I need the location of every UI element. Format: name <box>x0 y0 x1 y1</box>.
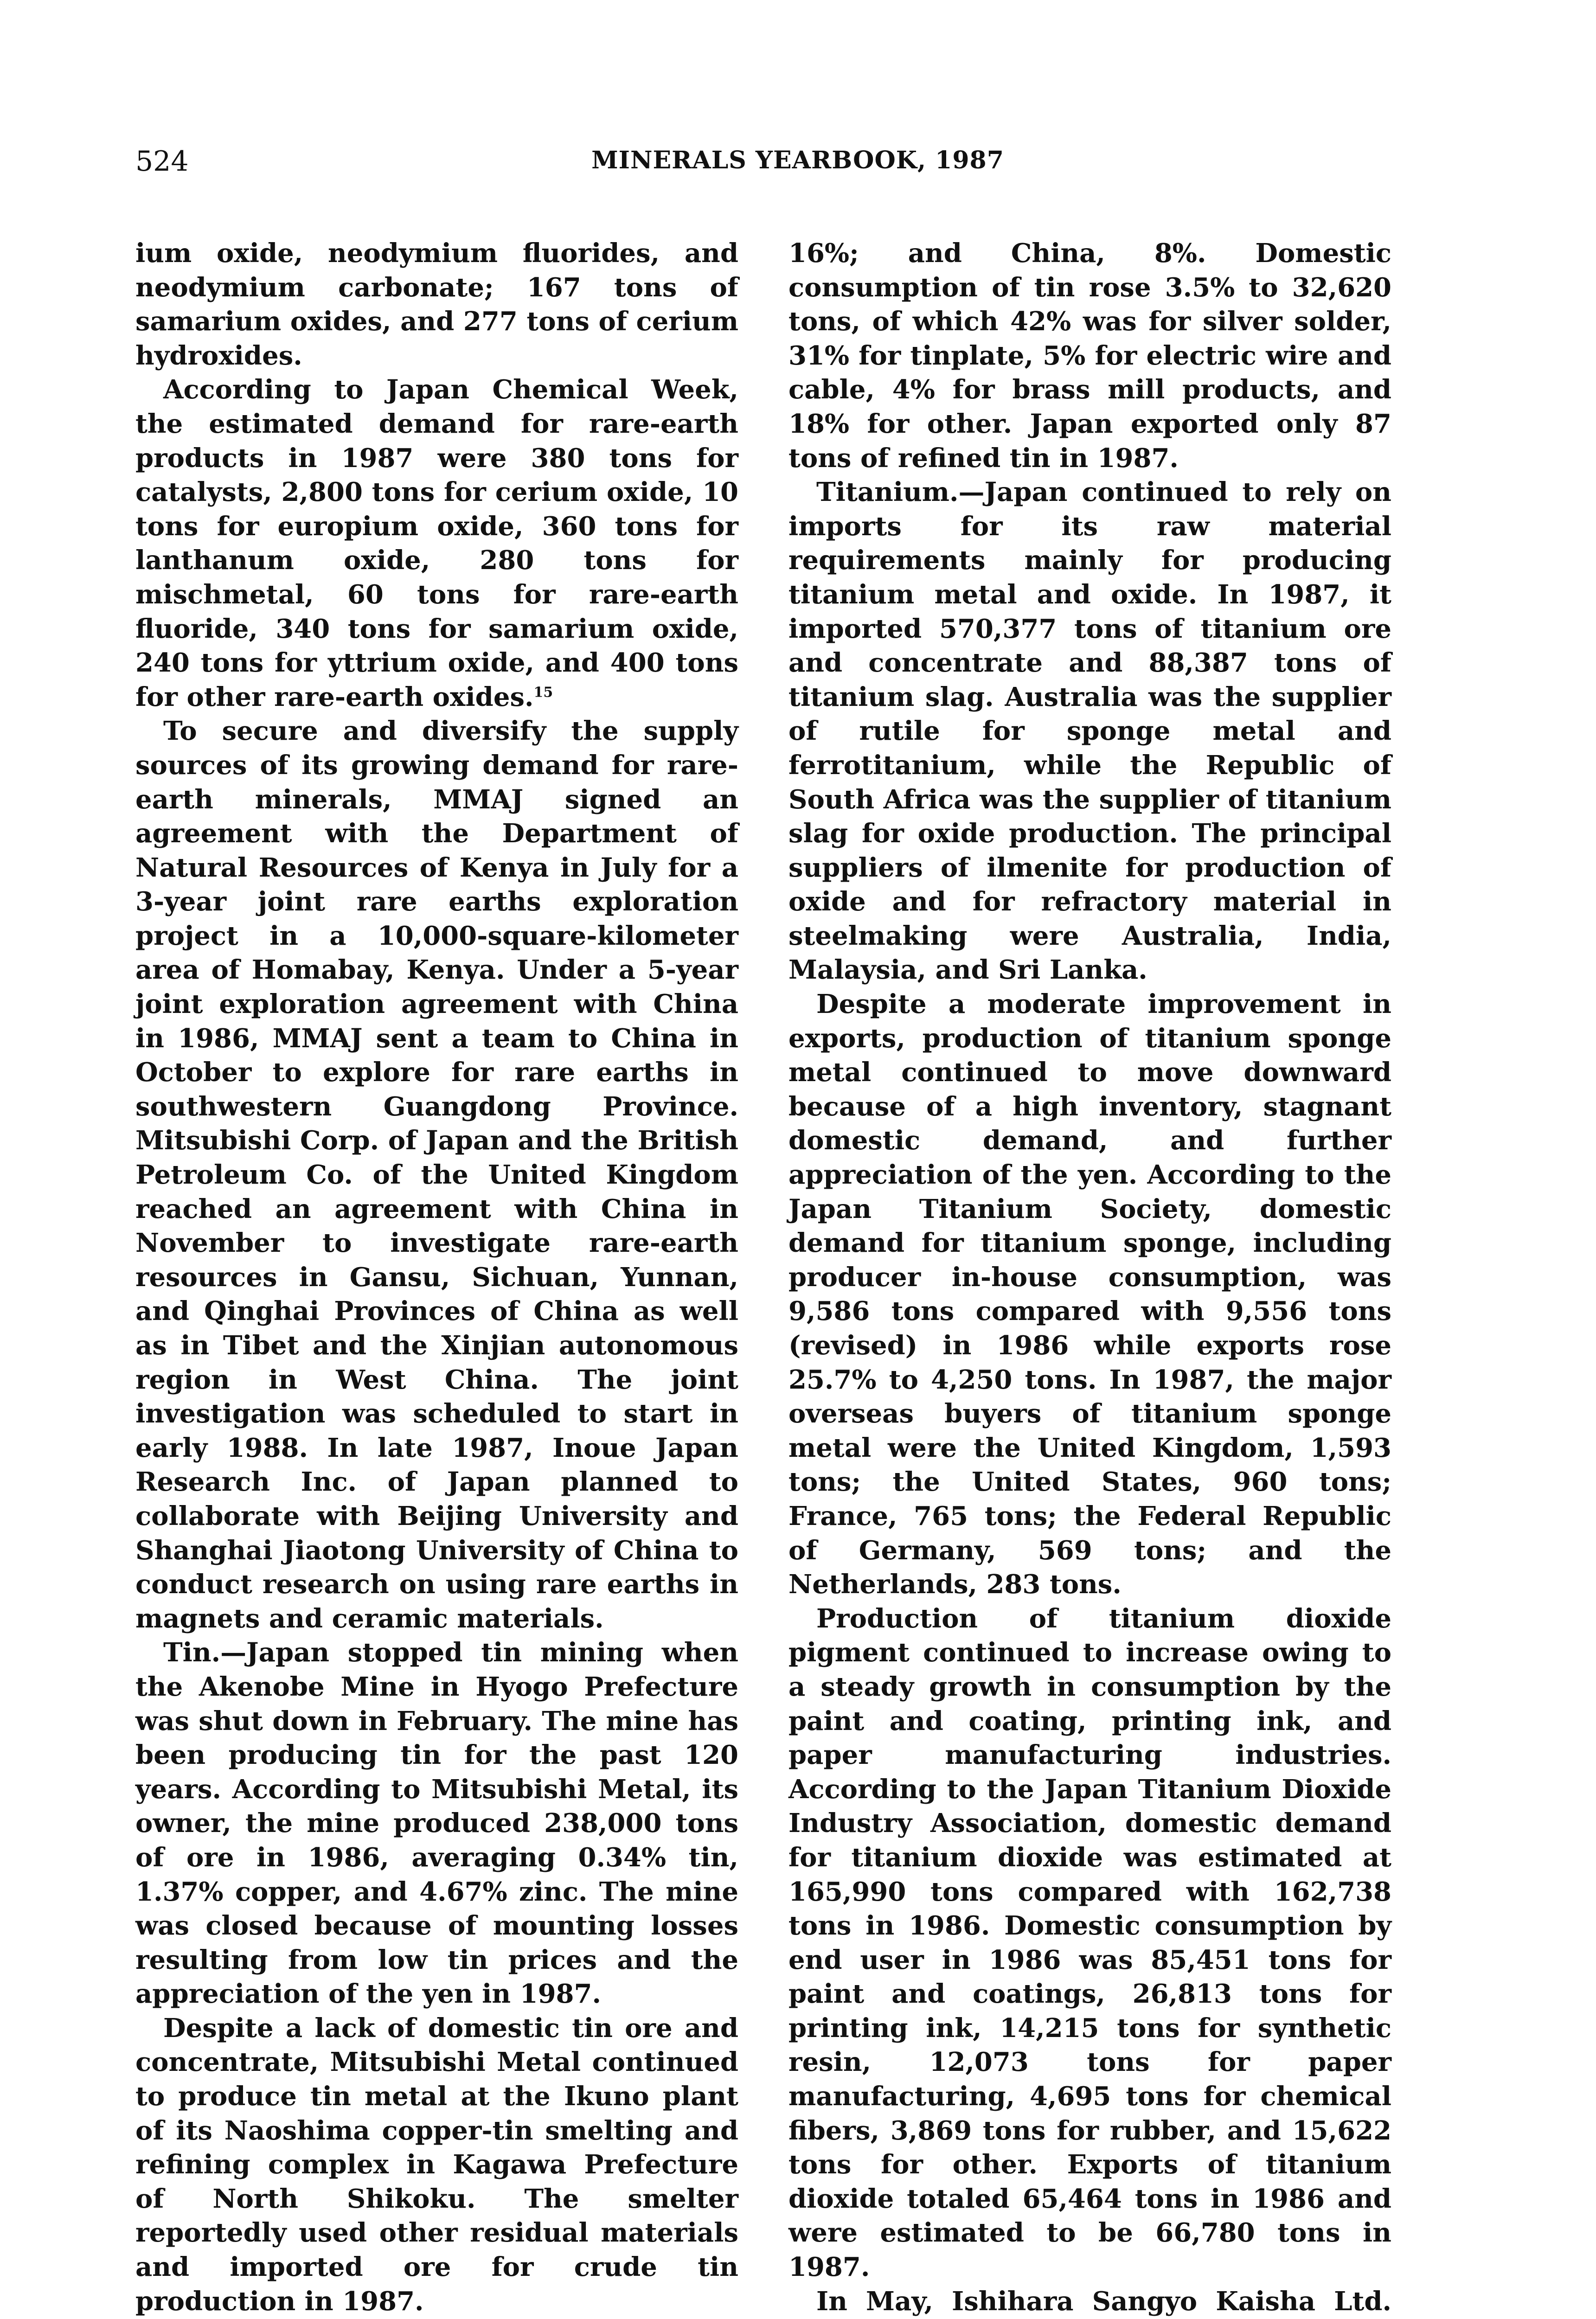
paragraph <box>135 373 738 714</box>
paragraph-text: Despite a lack of domestic tin ore and concentrate, Mitsubishi Metal continued to produce tin metal at the Ikuno plant of its Naoshima copper-tin smelting and refining complex in Kagawa Prefecture of North Shikoku. The smelter reportedly used other residual materials and imported ore for crude tin production in 1987. <box>135 2012 738 2317</box>
paragraph <box>135 714 738 1636</box>
paragraph-text: ium oxide, neodymium fluorides, and neodymium carbonate; 167 tons of samarium oxides, and 277 tons of cerium hydroxides. <box>135 238 738 371</box>
section-heading-tin: Tin.— <box>163 1637 247 1668</box>
paragraph <box>788 475 1391 987</box>
footnote-marker: 15 <box>533 684 553 701</box>
paragraph-text: Despite a moderate improvement in exports, production of titanium sponge metal continued to move downward because of a high inventory, stagnant domestic demand, and further appreciation of the yen. According to the Japan Titanium Society, domestic demand for titanium sponge, including producer in-house consumption, was 9,586 tons compared with 9,556 tons (revised) in 1986 while exports rose 25.7% to 4,250 tons. In 1987, the major overseas buyers of titanium sponge metal were the United Kingdom, 1,593 tons; the United States, 960 tons; France, 765 tons; the Federal Republic of Germany, 569 tons; and the Netherlands, 283 tons. <box>788 989 1391 1600</box>
running-title: MINERALS YEARBOOK, 1987 <box>591 146 1004 174</box>
section-heading-titanium: Titanium.— <box>816 477 985 508</box>
paragraph-text: 16%; and China, 8%. Domestic consumption of tin rose 3.5% to 32,620 tons, of which 42% was for silver solder, 31% for tinplate, 5% for electric wire and cable, 4% for brass mill products, and 18% for other. Japan exported only 87 tons of refined tin in 1987. <box>788 238 1391 474</box>
paragraph-text: Japan stopped tin mining when the Akenobe Mine in Hyogo Prefecture was shut down in February. The mine has been producing tin for the past 120 years. According to Mitsubishi Metal, its owner, the mine produced 238,000 tons of ore in 1986, averaging 0.34% tin, 1.37% copper, and 4.67% zinc. The mine was closed because of mounting losses resulting from low tin prices and the appreciation of the yen in 1987. <box>135 1637 738 2010</box>
left-column <box>135 237 738 2319</box>
paragraph-text: In May, Ishihara Sangyo Kaisha Ltd. <box>816 2286 1391 2317</box>
paragraph <box>135 1636 738 2012</box>
right-column <box>788 237 1391 2319</box>
paragraph-text: To secure and diversify the supply sources of its growing demand for rare-earth minerals, MMAJ signed an agreement with the Department of Natural Resources of Kenya in July for a 3-year joint rare earths exploration project in a 10,000-square-kilometer area of Homabay, Kenya. Under a 5-year joint exploration agreement with China in 1986, MMAJ sent a team to China in October to explore for rare earths in southwestern Guangdong Province. Mitsubishi Corp. of Japan and the British Petroleum Co. of the United Kingdom reached an agreement with China in November to investigate rare-earth resources in Gansu, Sichuan, Yunnan, and Qinghai Provinces of China as well as in Tibet and the Xinjian autonomous region in West China. The joint investigation was scheduled to start in early 1988. In late 1987, Inoue Japan Research Inc. of Japan planned to collaborate with Beijing University and Shanghai Jiaotong University of China to conduct research on using rare earths in magnets and ceramic materials. <box>135 716 738 1634</box>
paragraph-text: According to Japan Chemical Week, the estimated demand for rare-earth products in 1987 were 380 tons for catalysts, 2,800 tons for cerium oxide, 10 tons for europium oxide, 360 tons for lanthanum oxide, 280 tons for mischmetal, 60 tons for rare-earth fluoride, 340 tons for samarium oxide, 240 tons for yttrium oxide, and 400 tons for other rare-earth oxides. <box>135 374 738 712</box>
paragraph <box>135 2012 738 2319</box>
paragraph <box>788 237 1391 475</box>
paragraph <box>788 2285 1391 2319</box>
paragraph <box>135 237 738 373</box>
paragraph-text: Japan continued to rely on imports for its raw material requirements mainly for producing titanium metal and oxide. In 1987, it imported 570,377 tons of titanium ore and concentrate and 88,387 tons of titanium slag. Australia was the supplier of rutile for sponge metal and ferrotitanium, while the Republic of South Africa was the supplier of titanium slag for oxide production. The principal suppliers of ilmenite for production of oxide and for refractory material in steelmaking were Australia, India, Malaysia, and Sri Lanka. <box>788 477 1391 986</box>
page-number: 524 <box>135 145 189 178</box>
paragraph <box>788 987 1391 1602</box>
paragraph <box>788 1602 1391 2285</box>
paragraph-text: Production of titanium dioxide pigment continued to increase owing to a steady growth in consumption by the paint and coating, printing ink, and paper manufacturing industries. According to the Japan Titanium Dioxide Industry Association, domestic demand for titanium dioxide was estimated at 165,990 tons compared with 162,738 tons in 1986. Domestic consumption by end user in 1986 was 85,451 tons for paint and coatings, 26,813 tons for printing ink, 14,215 tons for synthetic resin, 12,073 tons for paper manufacturing, 4,695 tons for chemical fibers, 3,869 tons for rubber, and 15,622 tons for other. Exports of titanium dioxide totaled 65,464 tons in 1986 and were estimated to be 66,780 tons in 1987. <box>788 1603 1391 2283</box>
